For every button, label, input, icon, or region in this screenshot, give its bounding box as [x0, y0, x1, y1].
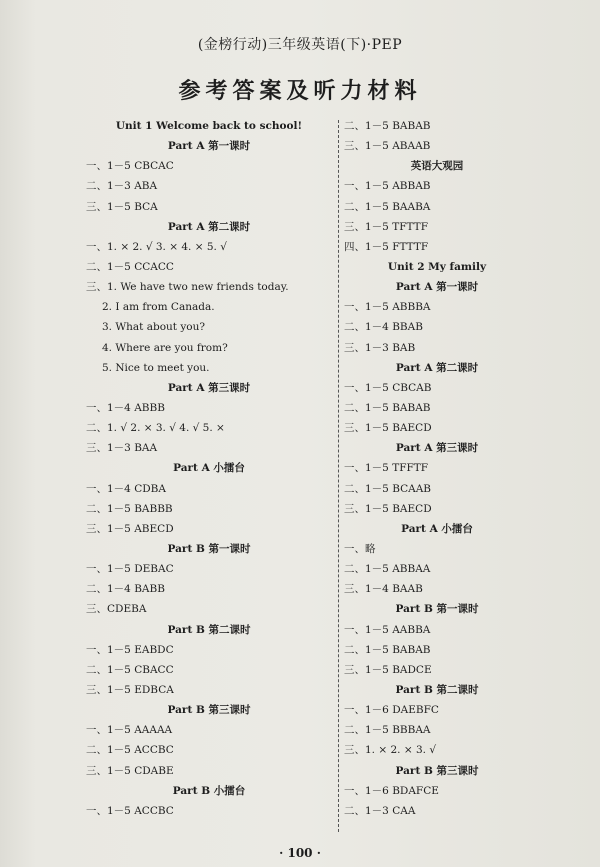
answer-line: 二、1－5 ABBAA: [344, 563, 431, 576]
section-heading: Part B 小擂台: [172, 784, 246, 797]
answer-line: 二、1－5 BCAAB: [344, 482, 432, 495]
answer-line: 二、1－5 BABAB: [344, 120, 431, 132]
answer-line: 二、1－5 ACCBC: [86, 744, 174, 757]
section-heading: Unit 1 Welcome back to school!: [115, 120, 303, 132]
section-heading: Part B 第二课时: [167, 623, 251, 636]
answer-line: 3. What about you?: [102, 321, 205, 334]
answer-line: 三、1－5 BAECD: [344, 422, 432, 435]
answer-line: 一、1－5 AABBA: [344, 623, 431, 636]
answer-line: 三、1－5 TFTTF: [344, 220, 428, 233]
answer-line: 二、1－5 BBBAA: [344, 724, 431, 737]
page-title: 参考答案及听力材料: [178, 78, 422, 104]
answer-line: 三、1－4 BAAB: [344, 583, 423, 596]
section-heading: Part A 第三课时: [167, 381, 251, 394]
answer-line: 二、1－5 BABAB: [344, 401, 431, 414]
left-column: [86, 116, 332, 821]
section-heading: 英语大观园: [410, 160, 464, 173]
answer-line: 一、1－5 CBCAB: [344, 381, 432, 394]
answer-line: 二、1－4 BBAB: [344, 321, 423, 334]
section-heading: Part B 第二课时: [395, 683, 479, 696]
answer-line: 一、1－4 CDBA: [86, 482, 166, 495]
answer-line: 一、1－5 TFFTF: [344, 462, 429, 475]
answer-line: 二、1－5 CBACC: [86, 663, 174, 676]
section-heading: Part A 第二课时: [395, 361, 479, 374]
section-heading: Part A 小擂台: [401, 522, 473, 535]
section-heading: Part A 小擂台: [173, 462, 245, 475]
answer-line: 三、1－3 BAA: [86, 442, 158, 455]
answer-line: 三、1. × 2. × 3. √: [344, 744, 437, 757]
answer-line: 一、1－5 DEBAC: [86, 563, 174, 576]
column-divider: [338, 120, 339, 832]
answer-line: 三、1. We have two new friends today.: [86, 281, 289, 294]
answer-line: 一、1－4 ABBB: [86, 401, 165, 414]
section-heading: Part A 第一课时: [167, 140, 251, 153]
answer-line: 三、1－5 ABECD: [86, 522, 174, 535]
answer-line: 三、1－5 BCA: [86, 200, 158, 213]
section-heading: Part A 第一课时: [395, 281, 479, 294]
answer-line: 5. Nice to meet you.: [102, 361, 210, 374]
answer-line: 二、1. √ 2. × 3. √ 4. √ 5. ×: [86, 422, 225, 435]
answer-line: 一、1－5 ABBBA: [344, 301, 431, 314]
answer-line: 一、1－5 EABDC: [86, 643, 174, 656]
answer-line: 三、1－5 BADCE: [344, 663, 432, 676]
answer-line: 二、1－5 BABAB: [344, 643, 431, 656]
answer-line: 一、1－5 ABBAB: [344, 180, 431, 193]
answer-line: 一、1－5 CBCAC: [86, 160, 174, 173]
section-heading: Part B 第三课时: [167, 704, 251, 717]
section-heading: Part A 第三课时: [395, 442, 479, 455]
answer-line: 二、1－5 BAABA: [344, 200, 431, 213]
answer-line: 2. I am from Canada.: [102, 301, 215, 314]
section-heading: Part B 第一课时: [395, 603, 479, 616]
section-heading: Unit 2 My family: [387, 260, 487, 273]
answer-line: 一、1－5 ACCBC: [86, 804, 174, 817]
answer-line: 二、1－5 BABBB: [86, 502, 173, 515]
answer-line: 二、1－3 CAA: [344, 804, 416, 817]
answer-line: 一、1－6 BDAFCE: [344, 784, 439, 797]
answer-line: 三、1－3 BAB: [344, 341, 416, 354]
section-heading: Part B 第一课时: [167, 542, 251, 555]
answer-line: 三、1－5 BAECD: [344, 502, 432, 515]
right-column: [344, 116, 530, 821]
answer-line: 二、1－4 BABB: [86, 583, 165, 596]
answer-line: 三、1－5 CDABE: [86, 764, 174, 777]
answer-line: 一、1. × 2. √ 3. × 4. × 5. √: [86, 240, 227, 253]
answer-line: 一、1－6 DAEBFC: [344, 704, 439, 717]
section-heading: Part B 第三课时: [395, 764, 479, 777]
answer-line: 四、1－5 FTTTF: [344, 240, 429, 253]
answer-line: 4. Where are you from?: [102, 341, 228, 354]
answer-line: 一、略: [344, 542, 376, 555]
answer-line: 二、1－5 CCACC: [86, 260, 174, 273]
running-head: (金榜行动)三年级英语(下)·PEP: [197, 37, 403, 53]
answer-line: 三、CDEBA: [86, 603, 147, 616]
answer-line: 一、1－5 AAAAA: [86, 724, 173, 737]
answer-line: 三、1－5 ABAAB: [344, 140, 431, 153]
page-number: · 100 ·: [279, 846, 321, 860]
section-heading: Part A 第二课时: [167, 220, 251, 233]
answer-line: 二、1－3 ABA: [86, 180, 158, 193]
answer-line: 三、1－5 EDBCA: [86, 683, 174, 696]
